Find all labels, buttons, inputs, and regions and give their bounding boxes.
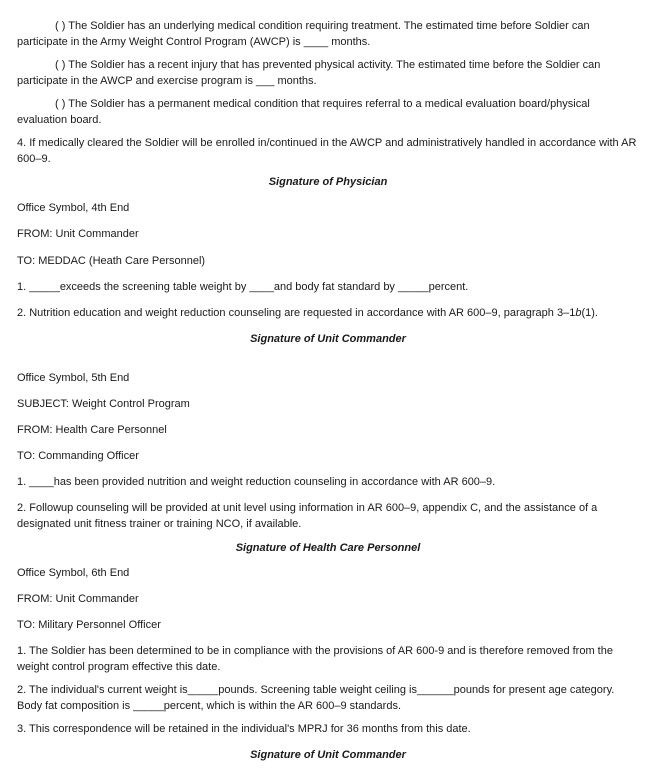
office-symbol-6th-end: Office Symbol, 6th End (17, 567, 130, 579)
office-symbol-5th-end: Office Symbol, 5th End (17, 372, 130, 384)
item-1-5th-end: 1. ____has been provided nutrition and weight reduction counseling in accordance with AR 600–9. (17, 476, 496, 488)
to-line-6th-end: TO: Military Personnel Officer (17, 619, 161, 631)
item-1-6th-end: 1. The Soldier has been determined to be in compliance with the provisions of AR 600-9 and is therefore removed from the weight control program effective this date. (17, 645, 613, 673)
option-permanent-condition: ( ) The Soldier has a permanent medical condition that requires referral to a medical evaluation board/physical evaluation board. (17, 98, 590, 126)
item-2-prefix: 2. Nutrition education and weight reduction counseling are requested in accordance with AR 600–9, paragraph 3–1 (17, 307, 576, 319)
signature-unit-commander-4th-end: Signature of Unit Commander (250, 333, 406, 345)
option-recent-injury: ( ) The Soldier has a recent injury that has prevented physical activity. The estimated time before the Soldier can participate in the AWCP and exercise program is ___ months. (17, 59, 601, 87)
from-line-5th-end: FROM: Health Care Personnel (17, 424, 167, 436)
item-1-4th-end: 1. _____exceeds the screening table weight by ____and body fat standard by _____percent. (17, 281, 469, 293)
item-2-4th-end (17, 305, 639, 321)
office-symbol-4th-end: Office Symbol, 4th End (17, 202, 130, 214)
from-line-4th-end: FROM: Unit Commander (17, 228, 139, 240)
to-line-4th-end: TO: MEDDAC (Heath Care Personnel) (17, 255, 206, 267)
to-line-5th-end: TO: Commanding Officer (17, 450, 139, 462)
item-2-5th-end: 2. Followup counseling will be provided at unit level using information in AR 600–9, appendix C, and the assistance of a designated unit fitness trainer or training NCO, if available. (17, 502, 598, 530)
item-3-6th-end: 3. This correspondence will be retained in the individual's MPRJ for 36 months from this date. (17, 723, 471, 735)
from-line-6th-end: FROM: Unit Commander (17, 593, 139, 605)
item-2-6th-end: 2. The individual's current weight is_____pounds. Screening table weight ceiling is______pounds for present age category. Body fat composition is _____percent, which is within the AR 600–9 standards. (17, 684, 615, 712)
option-underlying-condition: ( ) The Soldier has an underlying medical condition requiring treatment. The estimated time before Soldier can participate in the Army Weight Control Program (AWCP) is ____ months. (17, 20, 590, 48)
item-2-italic: b (575, 307, 582, 319)
signature-physician: Signature of Physician (268, 176, 388, 188)
signature-unit-commander-6th-end: Signature of Unit Commander (250, 749, 406, 761)
subject-line-5th-end: SUBJECT: Weight Control Program (17, 398, 190, 410)
paragraph-4-medically-cleared: 4. If medically cleared the Soldier will be enrolled in/continued in the AWCP and administratively handled in accordance with AR 600–9. (17, 137, 637, 165)
signature-health-care-personnel: Signature of Health Care Personnel (235, 542, 421, 554)
item-2-suffix: (1). (581, 307, 598, 319)
